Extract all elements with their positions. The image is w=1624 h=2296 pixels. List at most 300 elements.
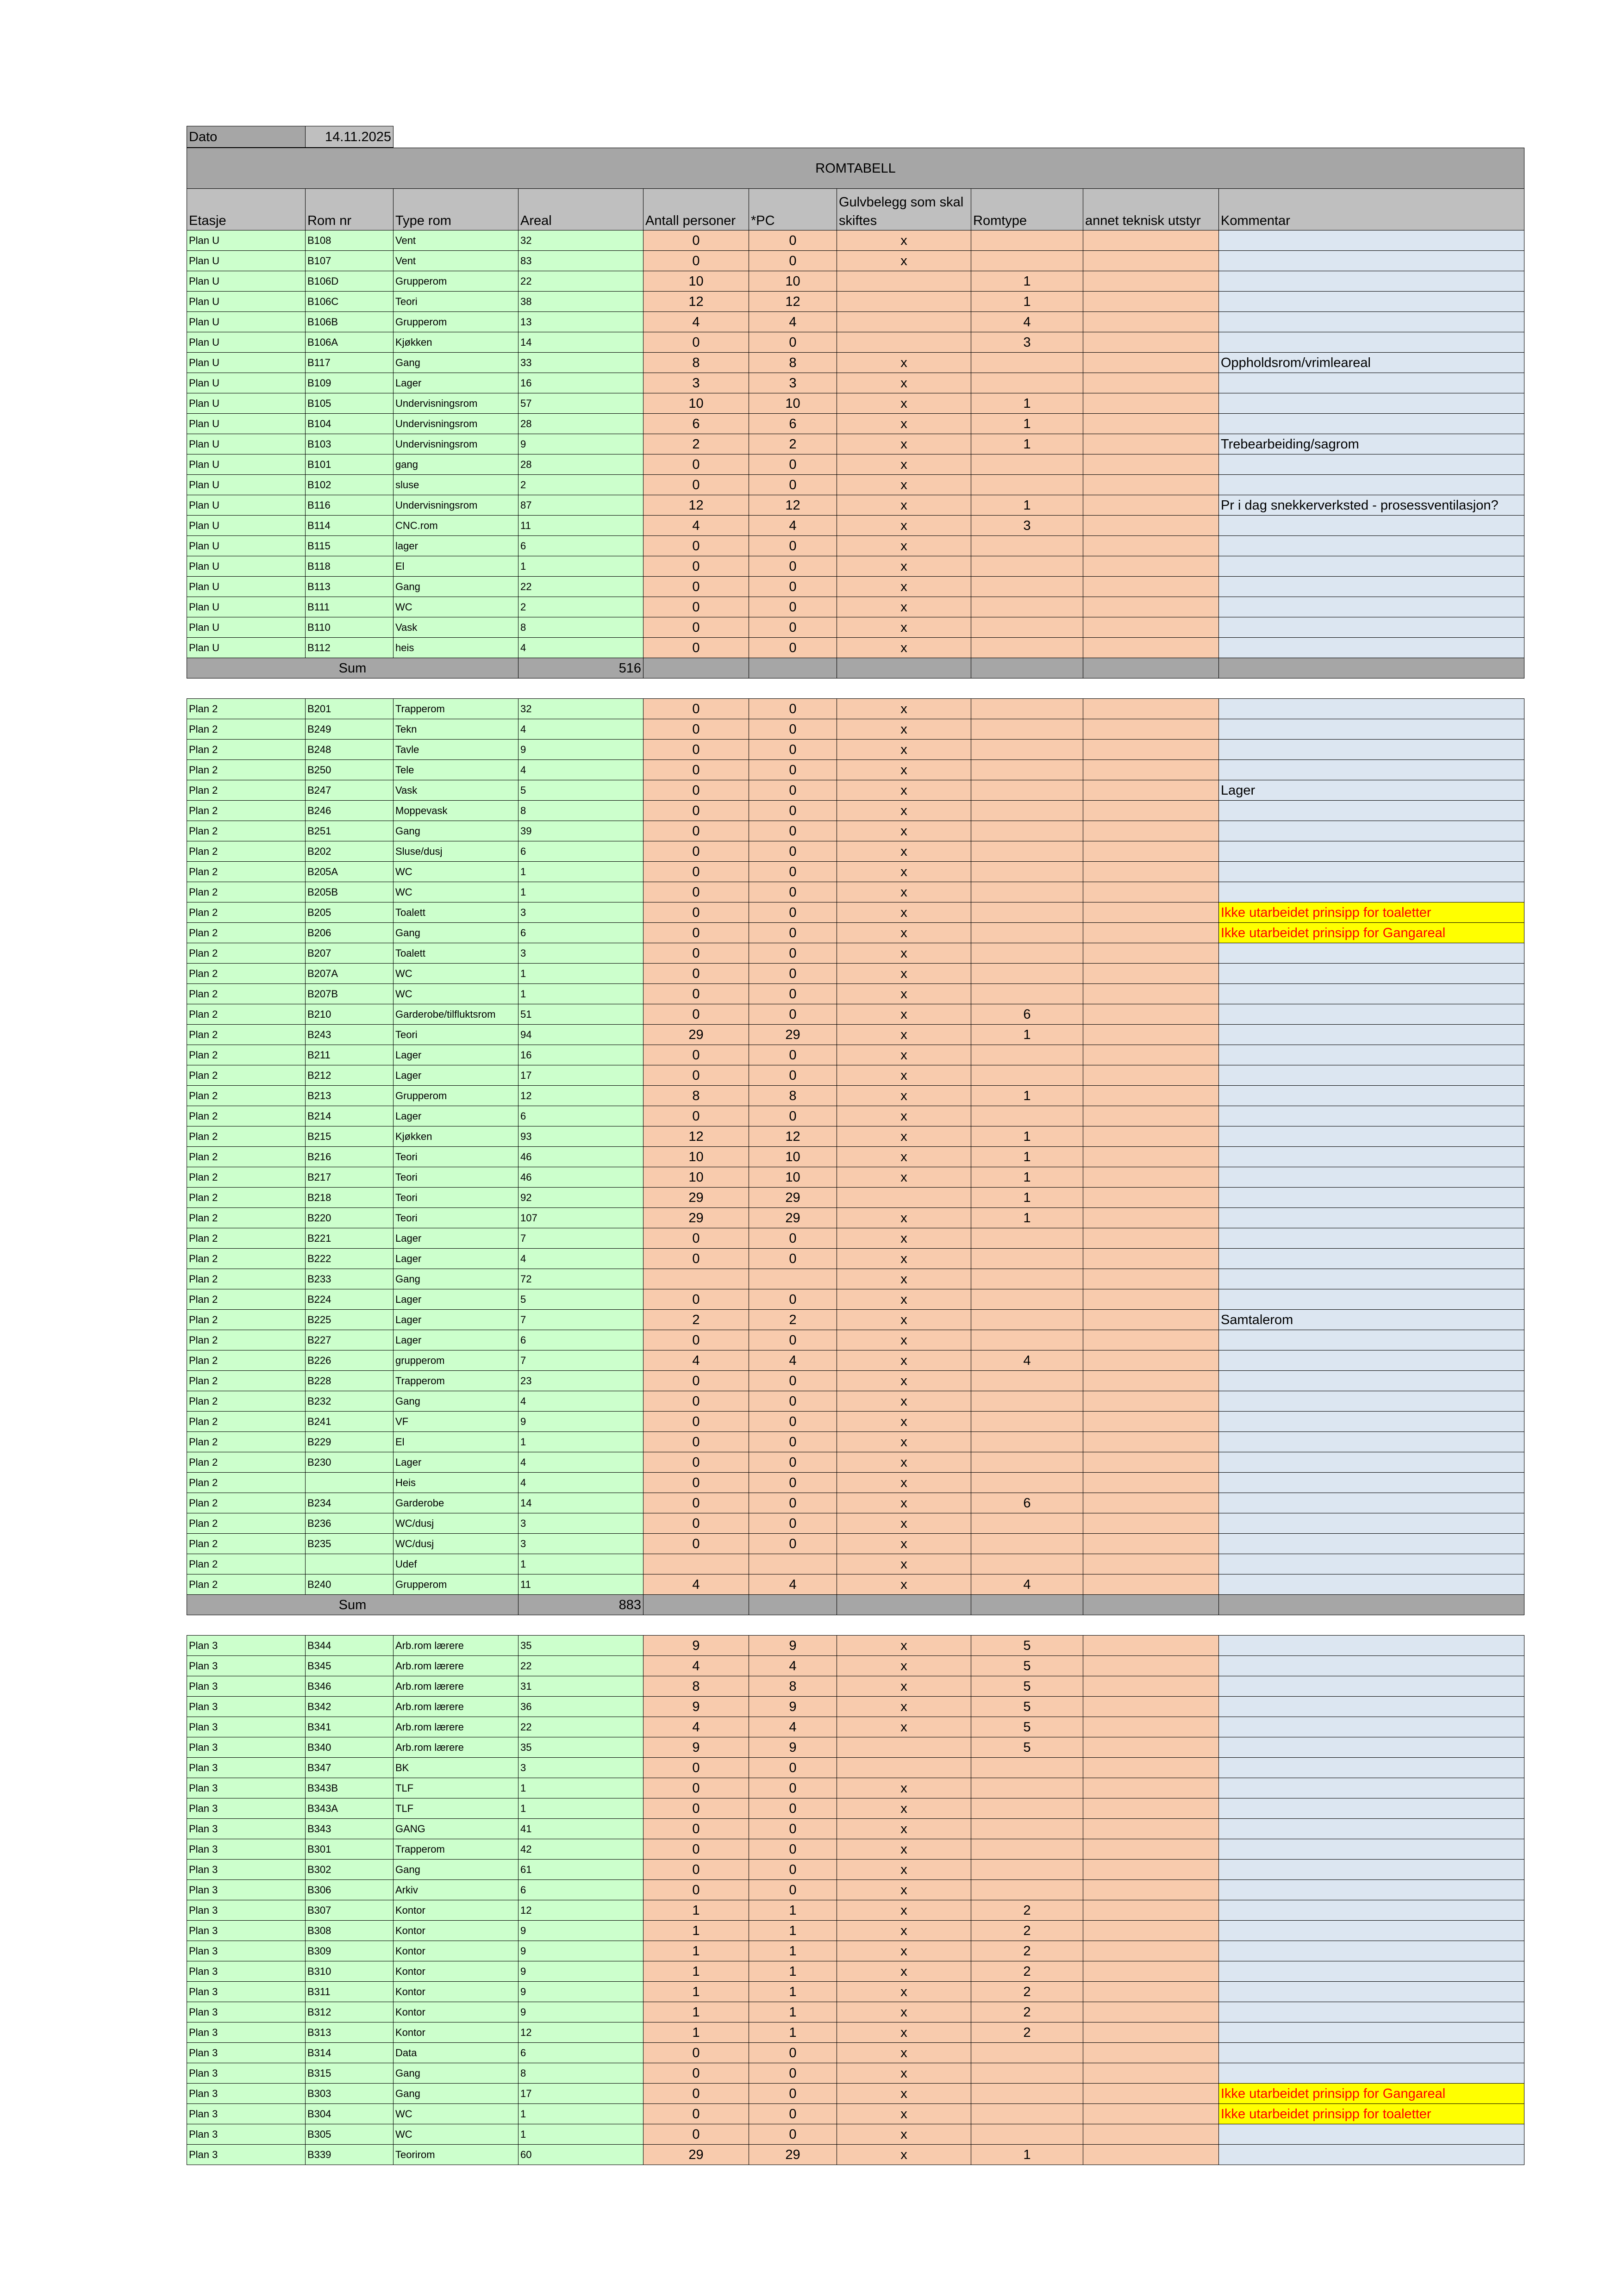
cell-type-rom[interactable]: Teori: [394, 1188, 518, 1208]
cell-rom-nr[interactable]: B113: [306, 577, 394, 597]
cell-pc[interactable]: 1: [749, 2002, 837, 2022]
cell-gulvbelegg[interactable]: [837, 312, 971, 332]
cell-romtype[interactable]: [971, 1106, 1083, 1126]
cell-pc[interactable]: 0: [749, 801, 837, 821]
cell-areal[interactable]: 1: [518, 984, 643, 1004]
cell-etasje[interactable]: Plan 2: [187, 1106, 306, 1126]
table-title[interactable]: ROMTABELL: [187, 148, 1524, 189]
cell-romtype[interactable]: 5: [971, 1717, 1083, 1737]
cell-etasje[interactable]: Plan 2: [187, 1086, 306, 1106]
cell-pc[interactable]: 0: [749, 1473, 837, 1493]
cell-type-rom[interactable]: Arb.rom lærere: [394, 1737, 518, 1758]
cell-areal[interactable]: 17: [518, 2084, 643, 2104]
cell-gulvbelegg[interactable]: x: [837, 393, 971, 414]
cell-etasje[interactable]: Plan 2: [187, 740, 306, 760]
cell-gulvbelegg[interactable]: x: [837, 760, 971, 780]
cell-teknisk-utstyr[interactable]: [1083, 1452, 1219, 1473]
cell-rom-nr[interactable]: B215: [306, 1126, 394, 1147]
cell-kommentar[interactable]: [1219, 2063, 1524, 2084]
cell-gulvbelegg[interactable]: x: [837, 943, 971, 964]
cell-antall-personer[interactable]: 10: [643, 1167, 749, 1188]
cell-kommentar[interactable]: [1219, 332, 1524, 353]
cell-etasje[interactable]: Plan 3: [187, 2063, 306, 2084]
cell-gulvbelegg[interactable]: x: [837, 1493, 971, 1513]
cell-areal[interactable]: 16: [518, 1045, 643, 1065]
cell-antall-personer[interactable]: 0: [643, 1289, 749, 1310]
cell-romtype[interactable]: 2: [971, 2002, 1083, 2022]
cell-kommentar[interactable]: [1219, 1371, 1524, 1391]
cell-pc[interactable]: 0: [749, 230, 837, 251]
cell-rom-nr[interactable]: B111: [306, 597, 394, 617]
cell-areal[interactable]: 1: [518, 1778, 643, 1798]
cell-areal[interactable]: 32: [518, 699, 643, 719]
cell-pc[interactable]: [749, 1554, 837, 1574]
cell-kommentar[interactable]: [1219, 454, 1524, 475]
cell-gulvbelegg[interactable]: x: [837, 1574, 971, 1595]
cell-antall-personer[interactable]: 0: [643, 964, 749, 984]
cell-etasje[interactable]: Plan U: [187, 434, 306, 454]
cell-type-rom[interactable]: Kontor: [394, 2022, 518, 2043]
cell-teknisk-utstyr[interactable]: [1083, 1310, 1219, 1330]
cell-type-rom[interactable]: Lager: [394, 1289, 518, 1310]
cell-type-rom[interactable]: Arb.rom lærere: [394, 1697, 518, 1717]
cell-pc[interactable]: 8: [749, 1086, 837, 1106]
cell-antall-personer[interactable]: 3: [643, 373, 749, 393]
cell-gulvbelegg[interactable]: x: [837, 1554, 971, 1574]
cell-type-rom[interactable]: Lager: [394, 1452, 518, 1473]
cell-romtype[interactable]: 1: [971, 495, 1083, 516]
cell-rom-nr[interactable]: B220: [306, 1208, 394, 1228]
cell-teknisk-utstyr[interactable]: [1083, 719, 1219, 740]
cell-type-rom[interactable]: Kjøkken: [394, 1126, 518, 1147]
cell-rom-nr[interactable]: B210: [306, 1004, 394, 1025]
cell-gulvbelegg[interactable]: x: [837, 414, 971, 434]
cell-pc[interactable]: 0: [749, 1045, 837, 1065]
cell-type-rom[interactable]: Kontor: [394, 1982, 518, 2002]
cell-antall-personer[interactable]: 0: [643, 638, 749, 658]
cell-type-rom[interactable]: Lager: [394, 373, 518, 393]
cell-areal[interactable]: 31: [518, 1676, 643, 1697]
cell-rom-nr[interactable]: B224: [306, 1289, 394, 1310]
cell-romtype[interactable]: [971, 1432, 1083, 1452]
cell-romtype[interactable]: [971, 597, 1083, 617]
cell-type-rom[interactable]: Teori: [394, 1208, 518, 1228]
cell-antall-personer[interactable]: 0: [643, 475, 749, 495]
cell-type-rom[interactable]: sluse: [394, 475, 518, 495]
cell-kommentar[interactable]: [1219, 1961, 1524, 1982]
cell-rom-nr[interactable]: B218: [306, 1188, 394, 1208]
cell-gulvbelegg[interactable]: x: [837, 516, 971, 536]
cell-gulvbelegg[interactable]: x: [837, 1330, 971, 1350]
cell-etasje[interactable]: Plan 2: [187, 760, 306, 780]
cell-rom-nr[interactable]: B211: [306, 1045, 394, 1065]
cell-gulvbelegg[interactable]: x: [837, 1310, 971, 1330]
cell-kommentar[interactable]: [1219, 1330, 1524, 1350]
cell-pc[interactable]: 0: [749, 1493, 837, 1513]
cell-areal[interactable]: 22: [518, 1717, 643, 1737]
cell-romtype[interactable]: [971, 556, 1083, 577]
cell-romtype[interactable]: [971, 2104, 1083, 2124]
cell-antall-personer[interactable]: 0: [643, 1004, 749, 1025]
cell-teknisk-utstyr[interactable]: [1083, 780, 1219, 801]
cell-gulvbelegg[interactable]: x: [837, 617, 971, 638]
cell-kommentar[interactable]: [1219, 1860, 1524, 1880]
cell-teknisk-utstyr[interactable]: [1083, 1065, 1219, 1086]
cell-etasje[interactable]: Plan 3: [187, 1656, 306, 1676]
cell-teknisk-utstyr[interactable]: [1083, 597, 1219, 617]
cell-pc[interactable]: 1: [749, 1961, 837, 1982]
cell-etasje[interactable]: Plan U: [187, 597, 306, 617]
cell-pc[interactable]: 0: [749, 821, 837, 841]
cell-teknisk-utstyr[interactable]: [1083, 1228, 1219, 1249]
cell-pc[interactable]: 0: [749, 984, 837, 1004]
cell-antall-personer[interactable]: 0: [643, 2124, 749, 2145]
cell-rom-nr[interactable]: B344: [306, 1636, 394, 1656]
cell-antall-personer[interactable]: 1: [643, 1921, 749, 1941]
cell-teknisk-utstyr[interactable]: [1083, 2022, 1219, 2043]
cell-teknisk-utstyr[interactable]: [1083, 1717, 1219, 1737]
cell-gulvbelegg[interactable]: x: [837, 1473, 971, 1493]
sum-empty-cell[interactable]: [971, 1595, 1083, 1615]
cell-pc[interactable]: 0: [749, 1778, 837, 1798]
cell-areal[interactable]: 9: [518, 1921, 643, 1941]
cell-areal[interactable]: 4: [518, 760, 643, 780]
cell-pc[interactable]: 3: [749, 373, 837, 393]
cell-etasje[interactable]: Plan 3: [187, 2002, 306, 2022]
cell-pc[interactable]: 0: [749, 1106, 837, 1126]
cell-rom-nr[interactable]: B108: [306, 230, 394, 251]
cell-teknisk-utstyr[interactable]: [1083, 1147, 1219, 1167]
cell-rom-nr[interactable]: B118: [306, 556, 394, 577]
cell-areal[interactable]: 9: [518, 1982, 643, 2002]
cell-areal[interactable]: 9: [518, 1961, 643, 1982]
cell-areal[interactable]: 6: [518, 923, 643, 943]
cell-romtype[interactable]: [971, 740, 1083, 760]
cell-type-rom[interactable]: Lager: [394, 1065, 518, 1086]
cell-teknisk-utstyr[interactable]: [1083, 1106, 1219, 1126]
cell-rom-nr[interactable]: B241: [306, 1412, 394, 1432]
cell-type-rom[interactable]: Gang: [394, 821, 518, 841]
cell-type-rom[interactable]: Lager: [394, 1228, 518, 1249]
cell-type-rom[interactable]: Grupperom: [394, 271, 518, 292]
cell-romtype[interactable]: [971, 230, 1083, 251]
cell-teknisk-utstyr[interactable]: [1083, 1839, 1219, 1860]
cell-antall-personer[interactable]: 0: [643, 760, 749, 780]
cell-kommentar[interactable]: [1219, 2022, 1524, 2043]
cell-gulvbelegg[interactable]: x: [837, 984, 971, 1004]
cell-pc[interactable]: 2: [749, 1310, 837, 1330]
cell-teknisk-utstyr[interactable]: [1083, 1656, 1219, 1676]
cell-rom-nr[interactable]: B106A: [306, 332, 394, 353]
cell-etasje[interactable]: Plan 2: [187, 1574, 306, 1595]
cell-romtype[interactable]: [971, 1269, 1083, 1289]
cell-kommentar[interactable]: Oppholdsrom/vrimleareal: [1219, 353, 1524, 373]
cell-kommentar[interactable]: [1219, 475, 1524, 495]
cell-antall-personer[interactable]: 0: [643, 1493, 749, 1513]
cell-romtype[interactable]: [971, 902, 1083, 923]
cell-kommentar[interactable]: [1219, 1452, 1524, 1473]
cell-kommentar[interactable]: [1219, 1065, 1524, 1086]
cell-gulvbelegg[interactable]: x: [837, 719, 971, 740]
cell-etasje[interactable]: Plan U: [187, 414, 306, 434]
cell-kommentar[interactable]: [1219, 1391, 1524, 1412]
cell-teknisk-utstyr[interactable]: [1083, 1432, 1219, 1452]
cell-pc[interactable]: 0: [749, 1249, 837, 1269]
cell-antall-personer[interactable]: 29: [643, 1025, 749, 1045]
cell-teknisk-utstyr[interactable]: [1083, 1350, 1219, 1371]
cell-type-rom[interactable]: Teori: [394, 292, 518, 312]
column-header-type-rom[interactable]: Type rom: [394, 189, 518, 230]
cell-pc[interactable]: 0: [749, 760, 837, 780]
cell-pc[interactable]: 0: [749, 1412, 837, 1432]
cell-etasje[interactable]: Plan U: [187, 373, 306, 393]
cell-kommentar[interactable]: [1219, 251, 1524, 271]
cell-type-rom[interactable]: Lager: [394, 1310, 518, 1330]
cell-rom-nr[interactable]: B222: [306, 1249, 394, 1269]
cell-antall-personer[interactable]: 12: [643, 1126, 749, 1147]
cell-antall-personer[interactable]: 29: [643, 2145, 749, 2165]
cell-gulvbelegg[interactable]: x: [837, 1371, 971, 1391]
cell-etasje[interactable]: Plan 2: [187, 984, 306, 1004]
cell-pc[interactable]: 0: [749, 1758, 837, 1778]
cell-teknisk-utstyr[interactable]: [1083, 1534, 1219, 1554]
cell-type-rom[interactable]: Gang: [394, 1269, 518, 1289]
cell-kommentar[interactable]: [1219, 617, 1524, 638]
cell-kommentar[interactable]: [1219, 312, 1524, 332]
cell-gulvbelegg[interactable]: x: [837, 1941, 971, 1961]
cell-type-rom[interactable]: Gang: [394, 2063, 518, 2084]
cell-romtype[interactable]: 3: [971, 516, 1083, 536]
cell-romtype[interactable]: [971, 719, 1083, 740]
cell-romtype[interactable]: 5: [971, 1737, 1083, 1758]
cell-romtype[interactable]: 2: [971, 1900, 1083, 1921]
cell-pc[interactable]: 0: [749, 2124, 837, 2145]
cell-etasje[interactable]: Plan 2: [187, 1249, 306, 1269]
cell-pc[interactable]: 0: [749, 2104, 837, 2124]
cell-teknisk-utstyr[interactable]: [1083, 862, 1219, 882]
cell-etasje[interactable]: Plan 2: [187, 1310, 306, 1330]
cell-etasje[interactable]: Plan 2: [187, 1534, 306, 1554]
cell-type-rom[interactable]: Gang: [394, 577, 518, 597]
cell-type-rom[interactable]: Vask: [394, 617, 518, 638]
cell-gulvbelegg[interactable]: x: [837, 1798, 971, 1819]
cell-rom-nr[interactable]: B106C: [306, 292, 394, 312]
cell-kommentar[interactable]: [1219, 1900, 1524, 1921]
cell-etasje[interactable]: Plan U: [187, 271, 306, 292]
sum-empty-cell[interactable]: [1219, 658, 1524, 678]
cell-kommentar[interactable]: [1219, 577, 1524, 597]
cell-areal[interactable]: 4: [518, 1452, 643, 1473]
cell-etasje[interactable]: Plan 2: [187, 1473, 306, 1493]
cell-kommentar[interactable]: [1219, 882, 1524, 902]
cell-kommentar[interactable]: [1219, 373, 1524, 393]
cell-kommentar[interactable]: [1219, 2043, 1524, 2063]
sum-empty-cell[interactable]: [971, 658, 1083, 678]
cell-antall-personer[interactable]: 9: [643, 1737, 749, 1758]
cell-type-rom[interactable]: Undervisningsrom: [394, 495, 518, 516]
cell-romtype[interactable]: [971, 1391, 1083, 1412]
cell-kommentar[interactable]: Ikke utarbeidet prinsipp for toaletter: [1219, 2104, 1524, 2124]
cell-rom-nr[interactable]: B227: [306, 1330, 394, 1350]
cell-areal[interactable]: 8: [518, 617, 643, 638]
cell-antall-personer[interactable]: 0: [643, 536, 749, 556]
cell-romtype[interactable]: 5: [971, 1676, 1083, 1697]
cell-type-rom[interactable]: Lager: [394, 1106, 518, 1126]
cell-kommentar[interactable]: [1219, 760, 1524, 780]
cell-antall-personer[interactable]: 0: [643, 1432, 749, 1452]
cell-areal[interactable]: 6: [518, 841, 643, 862]
cell-kommentar[interactable]: [1219, 1188, 1524, 1208]
cell-type-rom[interactable]: Arb.rom lærere: [394, 1656, 518, 1676]
cell-kommentar[interactable]: [1219, 943, 1524, 964]
cell-gulvbelegg[interactable]: x: [837, 2145, 971, 2165]
cell-teknisk-utstyr[interactable]: [1083, 1412, 1219, 1432]
cell-pc[interactable]: 4: [749, 1574, 837, 1595]
cell-rom-nr[interactable]: B230: [306, 1452, 394, 1473]
cell-etasje[interactable]: Plan 2: [187, 1004, 306, 1025]
cell-antall-personer[interactable]: 0: [643, 556, 749, 577]
cell-etasje[interactable]: Plan 3: [187, 2145, 306, 2165]
cell-etasje[interactable]: Plan 2: [187, 1493, 306, 1513]
cell-gulvbelegg[interactable]: x: [837, 2104, 971, 2124]
cell-gulvbelegg[interactable]: x: [837, 882, 971, 902]
cell-romtype[interactable]: [971, 1758, 1083, 1778]
cell-areal[interactable]: 41: [518, 1819, 643, 1839]
cell-rom-nr[interactable]: B214: [306, 1106, 394, 1126]
cell-pc[interactable]: 0: [749, 1228, 837, 1249]
cell-antall-personer[interactable]: 9: [643, 1697, 749, 1717]
cell-antall-personer[interactable]: 29: [643, 1188, 749, 1208]
cell-etasje[interactable]: Plan U: [187, 353, 306, 373]
cell-teknisk-utstyr[interactable]: [1083, 2043, 1219, 2063]
cell-pc[interactable]: 0: [749, 1839, 837, 1860]
cell-gulvbelegg[interactable]: x: [837, 1269, 971, 1289]
cell-kommentar[interactable]: [1219, 1921, 1524, 1941]
cell-kommentar[interactable]: [1219, 1513, 1524, 1534]
cell-kommentar[interactable]: [1219, 1025, 1524, 1045]
sum-value[interactable]: 516: [518, 658, 643, 678]
cell-antall-personer[interactable]: 0: [643, 597, 749, 617]
cell-romtype[interactable]: [971, 536, 1083, 556]
cell-rom-nr[interactable]: B106B: [306, 312, 394, 332]
cell-etasje[interactable]: Plan 3: [187, 2043, 306, 2063]
cell-gulvbelegg[interactable]: x: [837, 1249, 971, 1269]
cell-kommentar[interactable]: [1219, 1778, 1524, 1798]
cell-areal[interactable]: 6: [518, 1106, 643, 1126]
column-header-etasje[interactable]: Etasje: [187, 189, 306, 230]
cell-gulvbelegg[interactable]: x: [837, 597, 971, 617]
cell-teknisk-utstyr[interactable]: [1083, 1737, 1219, 1758]
cell-teknisk-utstyr[interactable]: [1083, 902, 1219, 923]
cell-teknisk-utstyr[interactable]: [1083, 2002, 1219, 2022]
cell-romtype[interactable]: [971, 373, 1083, 393]
cell-romtype[interactable]: 1: [971, 1126, 1083, 1147]
cell-etasje[interactable]: Plan 2: [187, 923, 306, 943]
cell-antall-personer[interactable]: 0: [643, 1452, 749, 1473]
cell-teknisk-utstyr[interactable]: [1083, 1636, 1219, 1656]
cell-antall-personer[interactable]: 4: [643, 1717, 749, 1737]
cell-areal[interactable]: 8: [518, 2063, 643, 2084]
cell-romtype[interactable]: [971, 1880, 1083, 1900]
cell-rom-nr[interactable]: B347: [306, 1758, 394, 1778]
cell-kommentar[interactable]: [1219, 1880, 1524, 1900]
cell-areal[interactable]: 2: [518, 597, 643, 617]
cell-gulvbelegg[interactable]: [837, 292, 971, 312]
sum-empty-cell[interactable]: [1083, 658, 1219, 678]
cell-areal[interactable]: 17: [518, 1065, 643, 1086]
cell-antall-personer[interactable]: 0: [643, 251, 749, 271]
cell-rom-nr[interactable]: B235: [306, 1534, 394, 1554]
cell-romtype[interactable]: 4: [971, 312, 1083, 332]
cell-gulvbelegg[interactable]: x: [837, 495, 971, 516]
cell-etasje[interactable]: Plan 2: [187, 1126, 306, 1147]
cell-rom-nr[interactable]: B301: [306, 1839, 394, 1860]
cell-romtype[interactable]: 1: [971, 271, 1083, 292]
cell-teknisk-utstyr[interactable]: [1083, 1371, 1219, 1391]
cell-type-rom[interactable]: Arkiv: [394, 1880, 518, 1900]
cell-etasje[interactable]: Plan 3: [187, 1758, 306, 1778]
cell-etasje[interactable]: Plan 2: [187, 964, 306, 984]
cell-type-rom[interactable]: TLF: [394, 1778, 518, 1798]
cell-romtype[interactable]: [971, 454, 1083, 475]
cell-etasje[interactable]: Plan 2: [187, 1289, 306, 1310]
cell-kommentar[interactable]: [1219, 1350, 1524, 1371]
cell-etasje[interactable]: Plan 2: [187, 1452, 306, 1473]
cell-pc[interactable]: 0: [749, 862, 837, 882]
cell-kommentar[interactable]: [1219, 2002, 1524, 2022]
cell-areal[interactable]: 6: [518, 536, 643, 556]
cell-rom-nr[interactable]: B106D: [306, 271, 394, 292]
cell-kommentar[interactable]: [1219, 1636, 1524, 1656]
cell-gulvbelegg[interactable]: x: [837, 1900, 971, 1921]
cell-teknisk-utstyr[interactable]: [1083, 332, 1219, 353]
cell-areal[interactable]: 87: [518, 495, 643, 516]
cell-etasje[interactable]: Plan 2: [187, 882, 306, 902]
cell-rom-nr[interactable]: B246: [306, 801, 394, 821]
cell-romtype[interactable]: [971, 1065, 1083, 1086]
cell-antall-personer[interactable]: 0: [643, 1106, 749, 1126]
cell-pc[interactable]: 1: [749, 1982, 837, 2002]
cell-pc[interactable]: 0: [749, 475, 837, 495]
column-header-antall-personer[interactable]: Antall personer: [643, 189, 749, 230]
cell-gulvbelegg[interactable]: x: [837, 1147, 971, 1167]
cell-etasje[interactable]: Plan 2: [187, 1432, 306, 1452]
cell-gulvbelegg[interactable]: x: [837, 475, 971, 495]
cell-teknisk-utstyr[interactable]: [1083, 475, 1219, 495]
cell-pc[interactable]: 12: [749, 292, 837, 312]
cell-kommentar[interactable]: [1219, 1045, 1524, 1065]
cell-gulvbelegg[interactable]: x: [837, 821, 971, 841]
cell-kommentar[interactable]: [1219, 964, 1524, 984]
column-header-rom-nr[interactable]: Rom nr: [306, 189, 394, 230]
cell-teknisk-utstyr[interactable]: [1083, 740, 1219, 760]
cell-antall-personer[interactable]: 0: [643, 454, 749, 475]
cell-pc[interactable]: 0: [749, 1432, 837, 1452]
cell-gulvbelegg[interactable]: x: [837, 2124, 971, 2145]
cell-type-rom[interactable]: lager: [394, 536, 518, 556]
cell-type-rom[interactable]: Lager: [394, 1045, 518, 1065]
cell-antall-personer[interactable]: 8: [643, 1086, 749, 1106]
cell-teknisk-utstyr[interactable]: [1083, 882, 1219, 902]
cell-etasje[interactable]: Plan 3: [187, 1778, 306, 1798]
cell-romtype[interactable]: 5: [971, 1656, 1083, 1676]
cell-gulvbelegg[interactable]: x: [837, 230, 971, 251]
cell-type-rom[interactable]: Kontor: [394, 1900, 518, 1921]
cell-teknisk-utstyr[interactable]: [1083, 251, 1219, 271]
cell-teknisk-utstyr[interactable]: [1083, 1126, 1219, 1147]
cell-pc[interactable]: 0: [749, 1798, 837, 1819]
cell-areal[interactable]: 3: [518, 943, 643, 964]
